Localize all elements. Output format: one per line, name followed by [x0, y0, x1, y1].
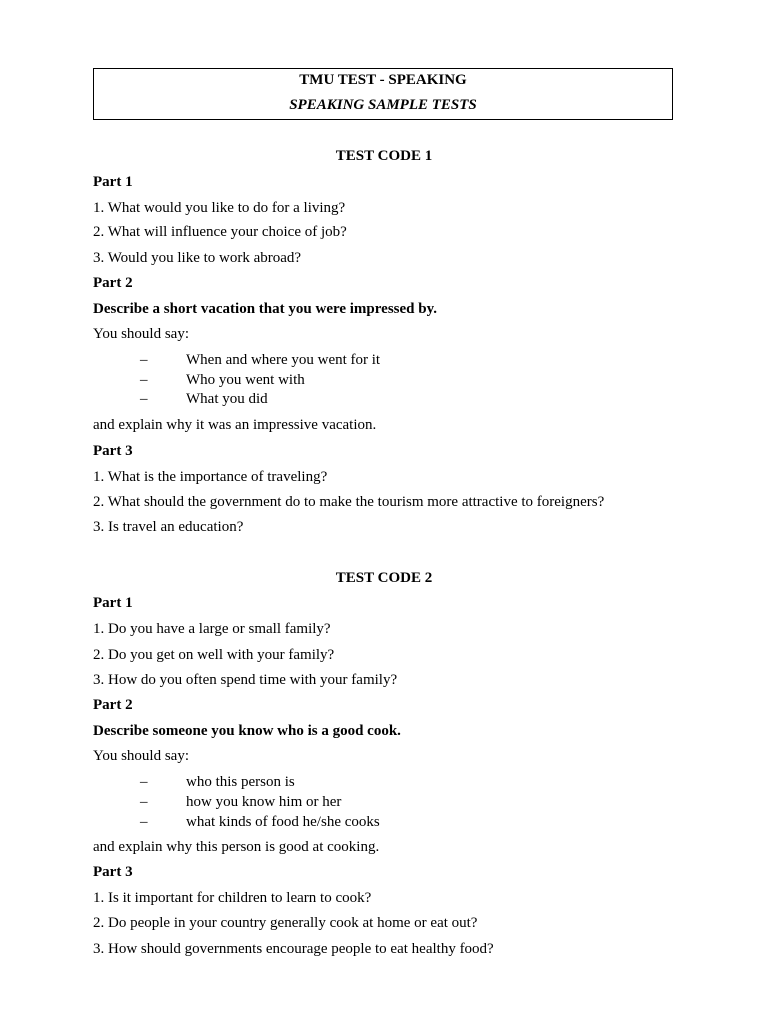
bullet-item: how you know him or her: [186, 794, 342, 810]
bullet-item: what kinds of food he/she cooks: [186, 814, 380, 830]
dash-bullet-marker: –: [140, 794, 148, 810]
question: 3. How do you often spend time with your family?: [93, 672, 398, 688]
dash-bullet-marker: –: [140, 352, 148, 368]
part-heading: Part 2: [93, 275, 133, 291]
explain-line: and explain why it was an impressive vacation.: [93, 417, 377, 433]
question: 1. Is it important for children to learn to cook?: [93, 890, 372, 906]
dash-bullet-marker: –: [140, 814, 148, 830]
question: 3. Would you like to work abroad?: [93, 250, 302, 266]
question: 1. What would you like to do for a living?: [93, 200, 346, 216]
question: 3. Is travel an education?: [93, 519, 244, 535]
question: 2. Do you get on well with your family?: [93, 647, 335, 663]
dash-bullet-marker: –: [140, 372, 148, 388]
explain-line: and explain why this person is good at cooking.: [93, 839, 380, 855]
bullet-item: who this person is: [186, 774, 295, 790]
document-subtitle: SPEAKING SAMPLE TESTS: [289, 97, 477, 113]
part-heading: Part 3: [93, 864, 133, 880]
question: 2. Do people in your country generally cook at home or eat out?: [93, 915, 478, 931]
should-say-label: You should say:: [93, 748, 189, 764]
question: 3. How should governments encourage people to eat healthy food?: [93, 941, 494, 957]
cue-card-prompt: Describe someone you know who is a good cook.: [93, 723, 401, 739]
should-say-label: You should say:: [93, 326, 189, 342]
part-heading: Part 1: [93, 595, 133, 611]
question: 1. What is the importance of traveling?: [93, 469, 328, 485]
dash-bullet-marker: –: [140, 391, 148, 407]
header-box: [93, 68, 673, 120]
dash-bullet-marker: –: [140, 774, 148, 790]
bullet-item: Who you went with: [186, 372, 305, 388]
bullet-item: When and where you went for it: [186, 352, 381, 368]
question: 1. Do you have a large or small family?: [93, 621, 331, 637]
document-title: TMU TEST - SPEAKING: [299, 72, 467, 88]
cue-card-prompt: Describe a short vacation that you were impressed by.: [93, 301, 438, 317]
test-code-heading: TEST CODE 2: [335, 570, 433, 586]
part-heading: Part 2: [93, 697, 133, 713]
question: 2. What will influence your choice of job?: [93, 224, 347, 240]
test-code-heading: TEST CODE 1: [335, 148, 433, 164]
part-heading: Part 1: [93, 174, 133, 190]
question: 2. What should the government do to make the tourism more attractive to foreigners?: [93, 494, 605, 510]
part-heading: Part 3: [93, 443, 133, 459]
bullet-item: What you did: [186, 391, 268, 407]
